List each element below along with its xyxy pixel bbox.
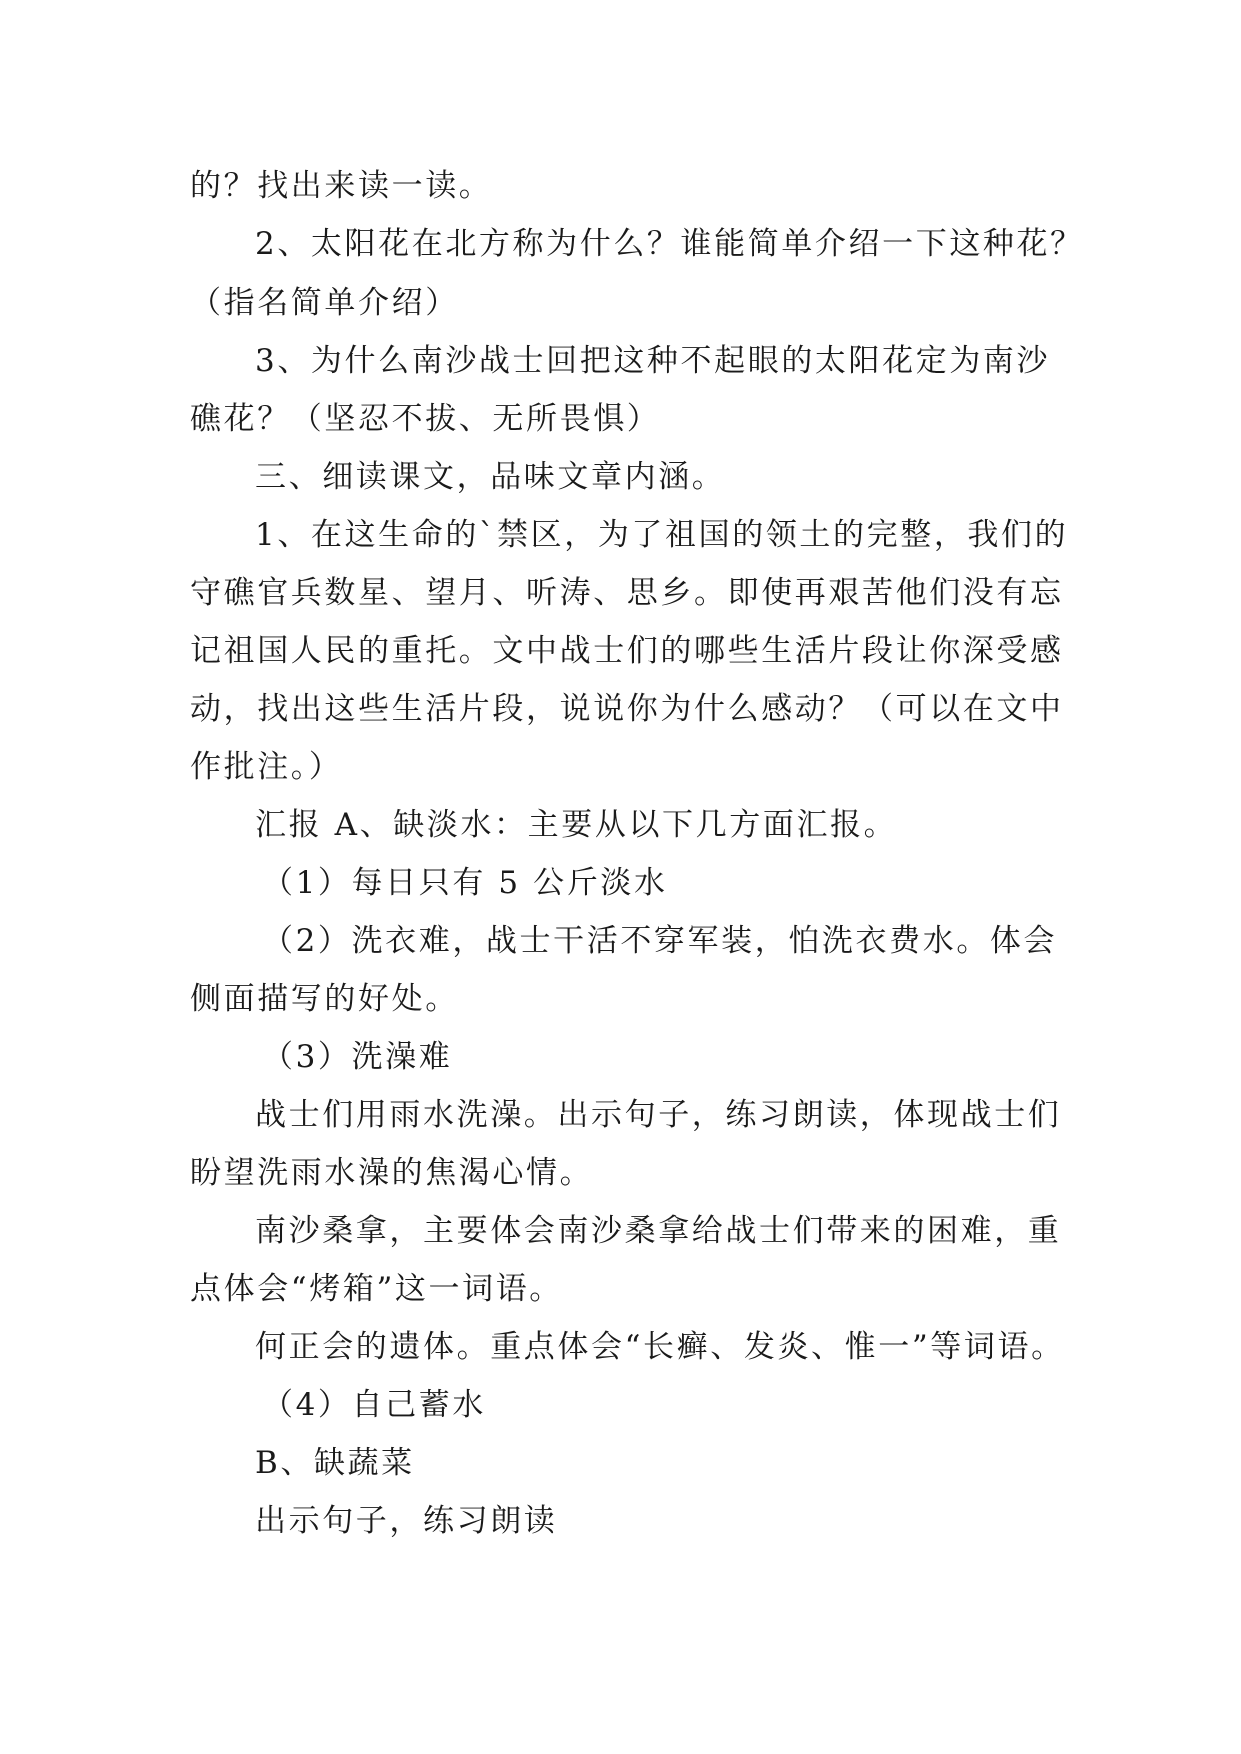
text-line: 何正会的遗体。重点体会“长癣、发炎、惟一”等词语。	[255, 1329, 1065, 1365]
text-line: 南沙桑拿，主要体会南沙桑拿给战士们带来的困难，重	[255, 1213, 1062, 1249]
text-line: 1、在这生命的`禁区，为了祖国的领土的完整，我们的	[255, 517, 1069, 553]
text-line: 战士们用雨水洗澡。出示句子，练习朗读，体现战士们	[255, 1097, 1062, 1133]
text-line: （4）自己蓄水	[262, 1387, 486, 1423]
text-line: 作批注。）	[190, 749, 343, 785]
section-heading: 三、细读课文，品味文章内涵。	[255, 459, 726, 495]
text-line: （1）每日只有 5 公斤淡水	[262, 865, 668, 901]
text-line: 2、太阳花在北方称为什么？谁能简单介绍一下这种花？	[255, 226, 1084, 262]
text-line: B、缺蔬菜	[255, 1445, 415, 1481]
text-line: （3）洗澡难	[262, 1039, 453, 1075]
text-line: 礁花？（坚忍不拔、无所畏惧）	[190, 401, 661, 437]
text-line: （指名简单介绍）	[190, 285, 459, 321]
text-line: 的？找出来读一读。	[190, 168, 493, 204]
text-line: 侧面描写的好处。	[190, 981, 459, 1017]
text-line: 盼望洗雨水澡的焦渴心情。	[190, 1155, 594, 1191]
text-line: 记祖国人民的重托。文中战士们的哪些生活片段让你深受感	[190, 633, 1064, 669]
text-line: 守礁官兵数星、望月、听涛、思乡。即使再艰苦他们没有忘	[190, 575, 1064, 611]
text-line: 汇报 A、缺淡水：主要从以下几方面汇报。	[255, 807, 898, 843]
text-line: 点体会“烤箱”这一词语。	[190, 1271, 563, 1307]
text-line: （2）洗衣难，战士干活不穿军装，怕洗衣费水。体会	[262, 923, 1058, 959]
text-line: 动，找出这些生活片段，说说你为什么感动？（可以在文中	[190, 691, 1064, 727]
text-line: 出示句子，练习朗读	[255, 1503, 558, 1539]
text-line: 3、为什么南沙战士回把这种不起眼的太阳花定为南沙	[255, 343, 1051, 379]
